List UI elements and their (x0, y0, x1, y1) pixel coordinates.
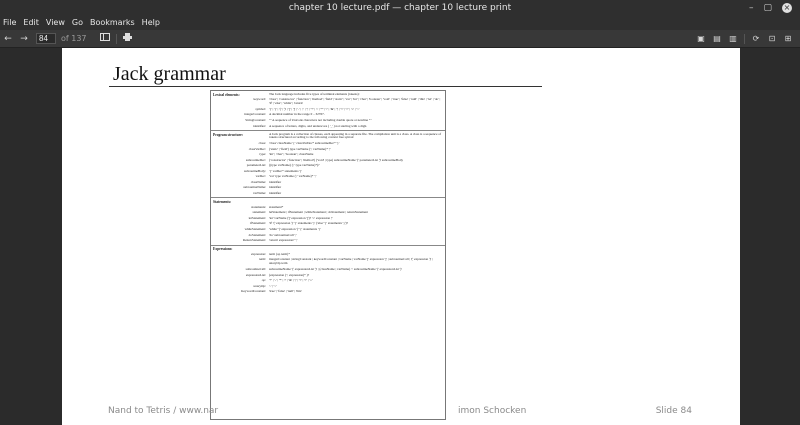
grammar-row (213, 217, 443, 221)
slide-footer-author: imon Schocken (458, 406, 527, 416)
grammar-row (213, 192, 443, 196)
menu-go[interactable]: Go (71, 18, 83, 27)
rule-name: subroutineName: (243, 185, 266, 190)
rule-body: '{' | '}' | '(' | ')' | '[' | ']' | '.' | ',' | ';' | '+' | '-' | '*' | '/' | '&' | '|' | '<' | '>' | '=' | '~' (269, 106, 360, 111)
window-titlebar (0, 0, 800, 16)
window-controls (749, 0, 792, 16)
rule-name: type: (259, 152, 266, 157)
section-heading (213, 93, 443, 97)
rule-name: keyword: (253, 97, 266, 102)
menu-file[interactable]: File (3, 18, 17, 27)
grammar-row (213, 239, 443, 243)
rule-name: ifStatement: (249, 221, 266, 226)
back-arrow-icon[interactable]: ← (4, 33, 12, 44)
rule-body: '{' varDec* statements '}' (269, 168, 303, 173)
rule-name: parameterList: (246, 163, 266, 168)
grammar-row (213, 159, 443, 163)
zoom-icon[interactable]: ⊞ (784, 34, 792, 43)
grammar-row (213, 125, 443, 129)
toolbar-separator (744, 34, 745, 44)
grammar-row (213, 234, 443, 238)
rotate-icon[interactable]: ⟳ (752, 34, 760, 43)
rule-name: StringConstant: (245, 118, 266, 122)
grammar-row (213, 113, 443, 117)
rule-body: 'int' | 'char' | 'boolean' | className (269, 152, 314, 157)
rule-name: ReturnStatement: (242, 238, 266, 243)
section-title: Program structure: (213, 132, 243, 137)
rule-body: '-' | '~' (269, 283, 277, 288)
rule-body: identifier (269, 179, 282, 184)
rule-name: identifier: (253, 123, 266, 128)
rule-name: subroutineDec: (245, 157, 266, 162)
rule-body: 'let' varName ('[' expression ']')? '=' expression ';' (269, 215, 333, 220)
grammar-row (213, 274, 443, 278)
pdf-page (62, 48, 740, 425)
rule-body: statement* (269, 204, 284, 209)
section-intro: The Jack language includes five types of terminal elements (tokens): (269, 91, 360, 96)
grammar-row (213, 279, 443, 283)
rule-body: subroutineName '(' expressionList ')' | (className | varName) '.' subroutineName '(' expressionList ')' (269, 266, 402, 271)
grammar-row (213, 222, 443, 226)
rule-body: 'if' '(' expression ')' '{' statements '}' ('else' '{' statements '}')? (269, 221, 349, 226)
rule-name: classVarDec: (248, 146, 266, 151)
grammar-row (213, 268, 443, 272)
grammar-row (213, 119, 443, 123)
minimize-icon[interactable]: – (748, 3, 754, 13)
grammar-row (213, 285, 443, 289)
rule-name: statements: (251, 204, 266, 209)
sidebar-toggle-icon[interactable] (97, 30, 113, 48)
section-title: Statements: (213, 199, 232, 204)
rule-body: A decimal number in the range 0 .. 32767. (269, 112, 325, 117)
rule-name: className: (250, 179, 266, 184)
rule-name: expression: (250, 251, 266, 256)
menu-view[interactable]: View (45, 18, 65, 27)
lexical-section (211, 91, 445, 131)
rule-body: integerConstant | stringConstant | keywordConstant | varName | varName '[' expression ']' | subroutineCall | '(' expression ')' | unaryOp term (269, 257, 433, 266)
grammar-row (213, 253, 443, 257)
grammar-row (213, 108, 443, 112)
rule-name: varDec: (255, 174, 266, 179)
toolbar-separator (116, 34, 117, 44)
rule-body: 'var' type varName (',' varName)* ';' (269, 174, 317, 179)
rule-name: term: (259, 257, 266, 262)
title-underline (109, 86, 542, 87)
forward-arrow-icon[interactable]: → (20, 33, 28, 44)
menu-edit[interactable]: Edit (23, 18, 39, 27)
grammar-row (213, 148, 443, 152)
grammar-row (213, 170, 443, 174)
expressions-section (211, 246, 445, 296)
right-toolbar (693, 30, 796, 48)
rule-body: (expression (',' expression)* )? (269, 272, 310, 277)
rule-body: letStatement | ifStatement | whileStatement | doStatement | returnStatement (269, 210, 368, 215)
rule-body: A sequence of letters, digits, and underscore ( '_' ) not starting with a digit. (269, 123, 368, 128)
grammar-row (213, 98, 443, 106)
program-structure-section (211, 131, 445, 198)
grammar-row (213, 228, 443, 232)
rule-body: '"' A sequence of Unicode characters not including double quote or newline '"' (269, 118, 372, 122)
fit-page-icon[interactable]: ⊡ (768, 34, 776, 43)
rule-name: subroutineCall: (245, 266, 266, 271)
grammar-row (213, 175, 443, 179)
slide-number: Slide 84 (655, 406, 692, 416)
statements-section (211, 198, 445, 245)
rule-body: identifier (269, 190, 282, 195)
rule-body: ((type varName) (',' type varName)*)? (269, 163, 320, 168)
rule-body: 'class' | 'constructor' | 'function' | 'method' | 'field' | 'static' | 'var' | 'int' | 'char' | 'boolean' | 'void' | 'true' | 'false' | 'null' | 'this' | 'let' | 'do' | 'if' | 'else' | 'while' | 'return' (269, 97, 441, 106)
rule-name: varName: (253, 190, 266, 195)
toolbar (0, 30, 800, 48)
rule-body: 'true' | 'false' | 'null' | 'this' (269, 289, 302, 294)
rule-name: whileStatement: (244, 226, 266, 231)
grammar-row (213, 258, 443, 266)
rule-body: 'do' subroutineCall ';' (269, 232, 297, 237)
grammar-row (213, 206, 443, 210)
rule-body: '+' | '-' | '*' | '/' | '&' | '|' | '<' | '>' | '=' (269, 278, 313, 283)
grammar-row (213, 181, 443, 185)
continuous-icon[interactable]: ▤ (713, 34, 721, 43)
document-viewer[interactable] (0, 48, 800, 425)
window-title: chapter 10 lecture.pdf — chapter 10 lecture print (288, 3, 512, 13)
menu-bookmarks[interactable]: Bookmarks (89, 18, 135, 27)
rule-body: 'return' expression? ';' (269, 238, 298, 243)
slide-footer-left: Nand to Tetris / www.nar (108, 406, 219, 416)
rule-name: subroutineBody: (244, 168, 266, 173)
grammar-row (213, 153, 443, 157)
rule-name: symbol: (255, 106, 266, 111)
rule-name: op: (261, 278, 266, 283)
dual-page-icon[interactable]: ▥ (729, 34, 737, 43)
single-page-icon[interactable]: ▣ (697, 34, 705, 43)
rule-name: KeywordConstant: (241, 289, 266, 294)
rule-body: 'class' className '{' classVarDec* subroutineDec* '}' (269, 141, 340, 145)
rule-name: letStatement: (248, 215, 266, 220)
rule-body: ('constructor' | 'function' | 'method') ('void' | type) subroutineName '(' parameterList ')' subroutineBody (269, 157, 403, 162)
grammar-row (213, 186, 443, 190)
slide-title: Jack grammar (113, 63, 226, 85)
menu-help[interactable]: Help (141, 18, 160, 27)
rule-name: statement: (252, 210, 266, 215)
section-title: Lexical elements: (213, 92, 240, 97)
rule-body: identifier (269, 185, 282, 190)
rule-body: term (op term)* (269, 251, 290, 256)
close-icon[interactable]: × (783, 3, 791, 12)
maximize-icon[interactable]: ▢ (763, 3, 772, 13)
grammar-row (213, 211, 443, 215)
section-title: Expressions: (213, 247, 233, 252)
grammar-row (213, 164, 443, 168)
rule-name: expressionList: (245, 272, 266, 277)
section-heading (213, 133, 443, 141)
rule-name: integerConstant: (244, 112, 266, 117)
page-number-input[interactable] (36, 33, 56, 44)
rule-body: ('static' | 'field') type varName (',' varName)* ';' (269, 146, 331, 151)
page-count: of 137 (61, 34, 87, 43)
rule-name: unaryOp: (253, 283, 266, 288)
grammar-row (213, 290, 443, 294)
grammar-table (210, 90, 446, 420)
menu-bar (0, 16, 800, 30)
grammar-row (213, 142, 443, 146)
section-intro: A Jack program is a collection of classes, each appearing in a separate file. The compilation unit is a class. A class is a sequence of tokens structured according to the following context free syntax: (269, 131, 442, 140)
rule-name: class: (258, 141, 266, 145)
print-icon[interactable] (120, 30, 136, 48)
rule-name: doStatement: (248, 232, 266, 237)
rule-body: 'while' '(' expression ')' '{' statements '}' (269, 226, 321, 231)
